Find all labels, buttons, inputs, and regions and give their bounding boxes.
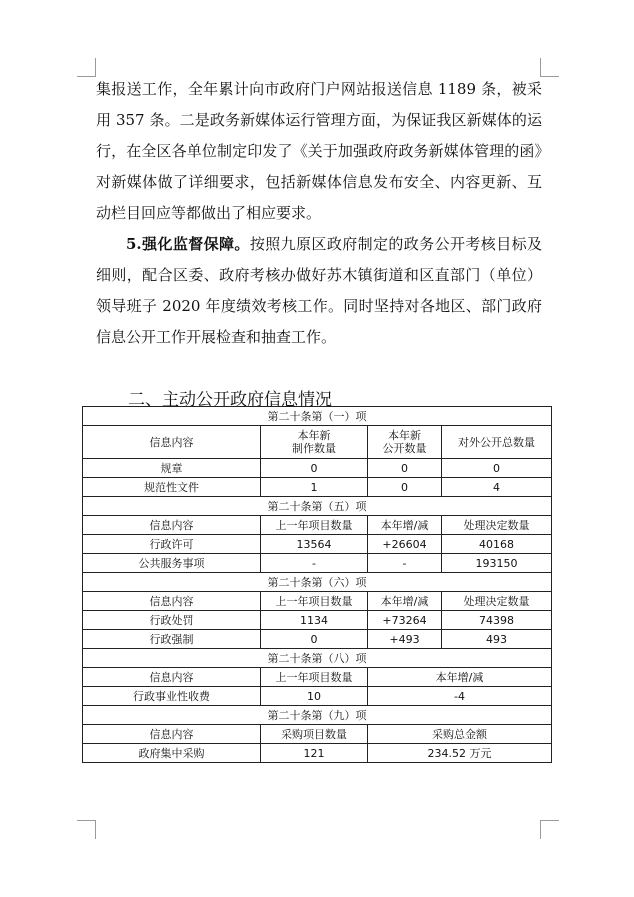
table-cell: 40168 [442,535,552,554]
section-row [83,497,552,516]
paragraph-2 [96,229,542,353]
table-cell: 0 [368,459,442,478]
header-cell-line: 公开数量 [382,442,427,455]
table-cell: 493 [442,630,552,649]
header-cell: 上一年项目数量 [261,516,368,535]
section-title-cell: 第二十条第（五）项 [83,497,552,516]
header-row [83,516,552,535]
header-cell: 对外公开总数量 [442,426,552,459]
table-row [83,554,552,573]
section-row [83,407,552,426]
table-row [83,687,552,706]
header-cell: 信息内容 [83,426,261,459]
table-cell: 0 [261,459,368,478]
header-cell: 处理决定数量 [442,592,552,611]
header-row [83,592,552,611]
header-cell [368,426,442,459]
header-cell: 信息内容 [83,668,261,687]
section-row [83,649,552,668]
header-row [83,426,552,459]
table-cell: +493 [368,630,442,649]
table-cell: 政府集中采购 [83,744,261,763]
paragraph-2-heading: 5.强化监督保障。 [126,235,250,253]
table-row [83,744,552,763]
crop-mark-top-right [540,58,559,77]
table-cell: - [368,554,442,573]
paragraph-2-body: 按照九原区政府制定的政务公开考核目标及细则，配合区委、政府考核办做好苏木镇街道和区直部门（单位）领导班子 2020 年度绩效考核工作。同时坚持对各地区、部门政府信息公开工作开展检查和抽查工作。 [96,235,542,346]
header-cell: 采购总金额 [368,725,552,744]
table-cell: - [261,554,368,573]
section-title-cell: 第二十条第（一）项 [83,407,552,426]
table-row [83,478,552,497]
section-title: 二、主动公开政府信息情况 [128,390,332,410]
header-cell: 本年增/减 [368,592,442,611]
header-cell-line: 制作数量 [292,442,336,455]
section-row [83,706,552,725]
table-cell: 行政处罚 [83,611,261,630]
header-cell-line: 本年新 [388,429,421,442]
table-cell: 0 [368,478,442,497]
header-cell: 上一年项目数量 [261,592,368,611]
table-cell: 0 [261,630,368,649]
table-cell: 74398 [442,611,552,630]
table-cell: 1134 [261,611,368,630]
body-text [96,74,542,353]
table-cell: 规范性文件 [83,478,261,497]
table-cell: 行政事业性收费 [83,687,261,706]
header-row [83,725,552,744]
header-cell: 处理决定数量 [442,516,552,535]
header-cell: 采购项目数量 [261,725,368,744]
header-cell: 本年增/减 [368,516,442,535]
info-table [82,406,552,763]
table-cell: 规章 [83,459,261,478]
section-title-cell: 第二十条第（六）项 [83,573,552,592]
table-cell: -4 [368,687,552,706]
table-cell: 公共服务事项 [83,554,261,573]
table-cell: 1 [261,478,368,497]
crop-mark-bottom-right [540,820,559,839]
section-title-cell: 第二十条第（八）项 [83,649,552,668]
table-cell: 行政强制 [83,630,261,649]
table-cell: 10 [261,687,368,706]
table-cell: +26604 [368,535,442,554]
header-cell: 信息内容 [83,516,261,535]
table-cell: +73264 [368,611,442,630]
table-row [83,459,552,478]
table-cell: 行政许可 [83,535,261,554]
section-row [83,573,552,592]
crop-mark-top-left [77,58,96,77]
header-cell-line: 本年新 [297,429,331,442]
header-cell: 本年增/减 [368,668,552,687]
crop-mark-bottom-left [77,820,96,839]
table-cell: 193150 [442,554,552,573]
header-row [83,668,552,687]
table-cell: 121 [261,744,368,763]
table-row [83,535,552,554]
table-cell: 234.52 万元 [368,744,552,763]
header-cell [261,426,368,459]
paragraph-1: 集报送工作，全年累计向市政府门户网站报送信息 1189 条，被采用 357 条。二是政务新媒体运行管理方面，为保证我区新媒体的运行，在全区各单位制定印发了《关于加强政府政务新媒体管理的函》对新媒体做了详细要求，包括新媒体信息发布安全、内容更新、互动栏目回应等都做出了相应要求。 [96,80,542,222]
table-row [83,630,552,649]
header-cell: 信息内容 [83,725,261,744]
table-cell: 13564 [261,535,368,554]
table-row [83,611,552,630]
table-cell: 4 [442,478,552,497]
header-cell: 上一年项目数量 [261,668,368,687]
section-title-cell: 第二十条第（九）项 [83,706,552,725]
table-cell: 0 [442,459,552,478]
header-cell: 信息内容 [83,592,261,611]
